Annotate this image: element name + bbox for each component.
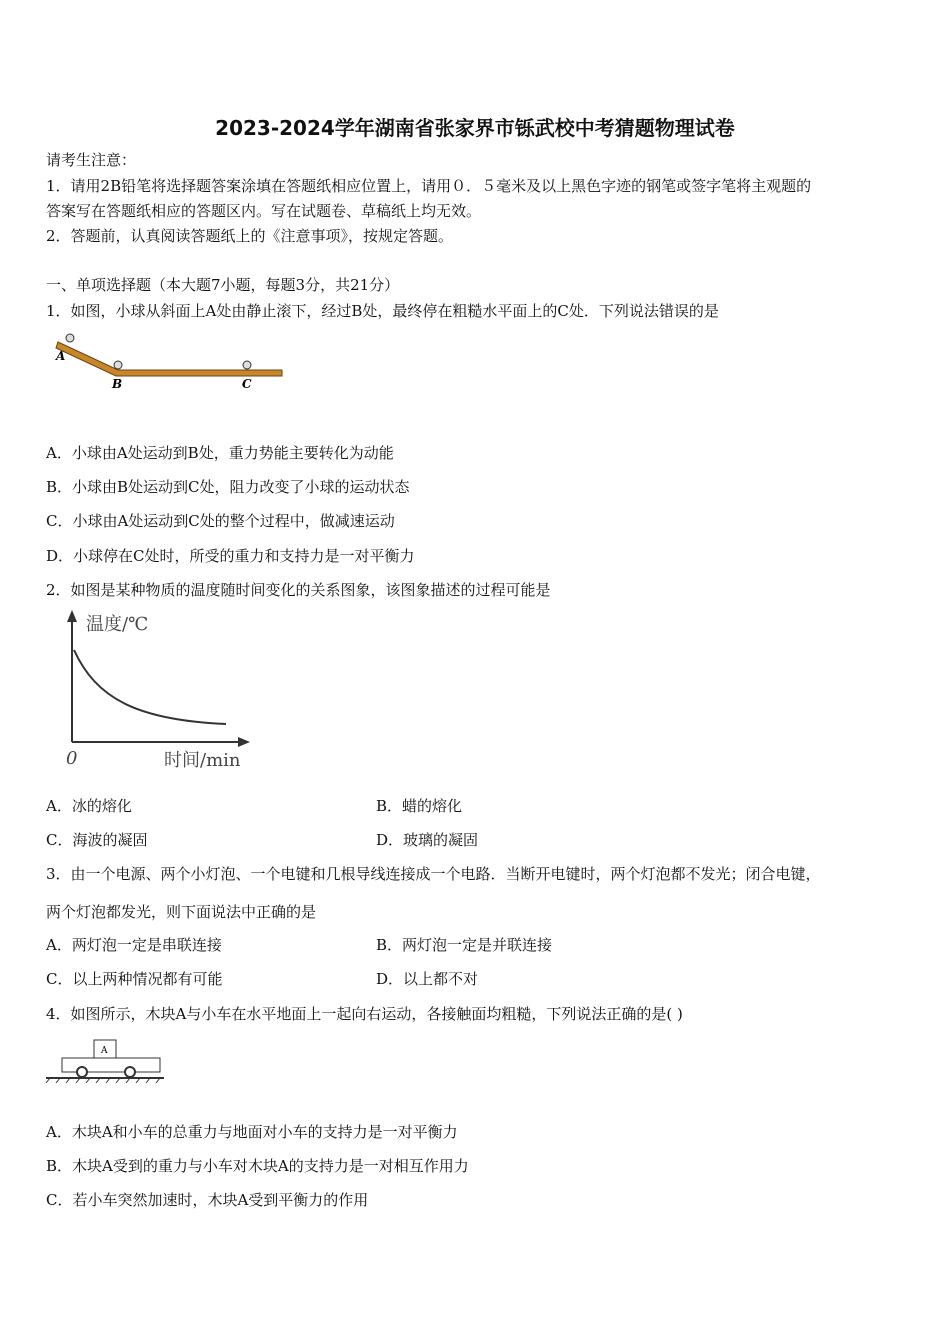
option: D．玻璃的凝固 [376,831,479,849]
origin-label: 0 [66,748,78,769]
option: D．小球停在C处时，所受的重力和支持力是一对平衡力 [46,547,415,565]
label-a: A [56,349,66,363]
label-b: B [112,377,123,391]
option: B．小球由B处运动到C处，阻力改变了小球的运动状态 [46,478,410,496]
option: B．蜡的熔化 [376,797,463,815]
label-c: C [242,377,252,391]
option: C．若小车突然加速时，木块A受到平衡力的作用 [46,1191,369,1209]
option: C．以上两种情况都有可能 [46,970,223,988]
block-label: A [101,1046,108,1056]
notice-heading: 请考生注意： [46,151,137,169]
section-heading: 一、单项选择题（本大题7小题，每题3分，共21分） [46,276,400,294]
option: A．木块A和小车的总重力与地面对小车的支持力是一对平衡力 [46,1123,458,1141]
page-title: 2023-2024学年湖南省张家界市铄武校中考猜题物理试卷 [215,116,735,140]
option: B．两灯泡一定是并联连接 [376,936,553,954]
notice-line: 2．答题前，认真阅读答题纸上的《注意事项》，按规定答题。 [46,227,454,245]
y-axis-label: 温度/℃ [86,614,149,635]
notice-line: 答案写在答题纸相应的答题区内。写在试题卷、草稿纸上均无效。 [46,202,482,220]
option: A．冰的熔化 [46,797,132,815]
option: C．海波的凝固 [46,831,148,849]
option: A．两灯泡一定是串联连接 [46,936,222,954]
option: B．木块A受到的重力与小车对木块A的支持力是一对相互作用力 [46,1157,469,1175]
option: C．小球由A处运动到C处的整个过程中，做减速运动 [46,512,395,530]
question-stem: 两个灯泡都发光，则下面说法中正确的是 [46,903,317,921]
slope-figure [50,330,290,392]
question-stem: 4．如图所示，木块A与小车在水平地面上一起向右运动，各接触面均粗糙，下列说法正确的是( ) [46,1005,683,1023]
notice-line: 1．请用2B铅笔将选择题答案涂填在答题纸相应位置上，请用０．５毫米及以上黑色字迹的钢笔或签字笔将主观题的 [46,177,812,195]
cart-figure [44,1038,166,1084]
option: A．小球由A处运动到B处，重力势能主要转化为动能 [46,444,394,462]
question-stem: 3．由一个电源、两个小灯泡、一个电键和几根导线连接成一个电路．当断开电键时，两个灯泡都不发光；闭合电键， [46,865,821,883]
x-axis-label: 时间/min [164,750,241,771]
question-stem: 2．如图是某种物质的温度随时间变化的关系图象，该图象描述的过程可能是 [46,581,551,599]
temperature-graph [46,608,256,773]
option: D．以上都不对 [376,970,479,988]
question-stem: 1．如图，小球从斜面上A处由静止滚下，经过B处，最终停在粗糙水平面上的C处．下列说法错误的是 [46,302,719,320]
